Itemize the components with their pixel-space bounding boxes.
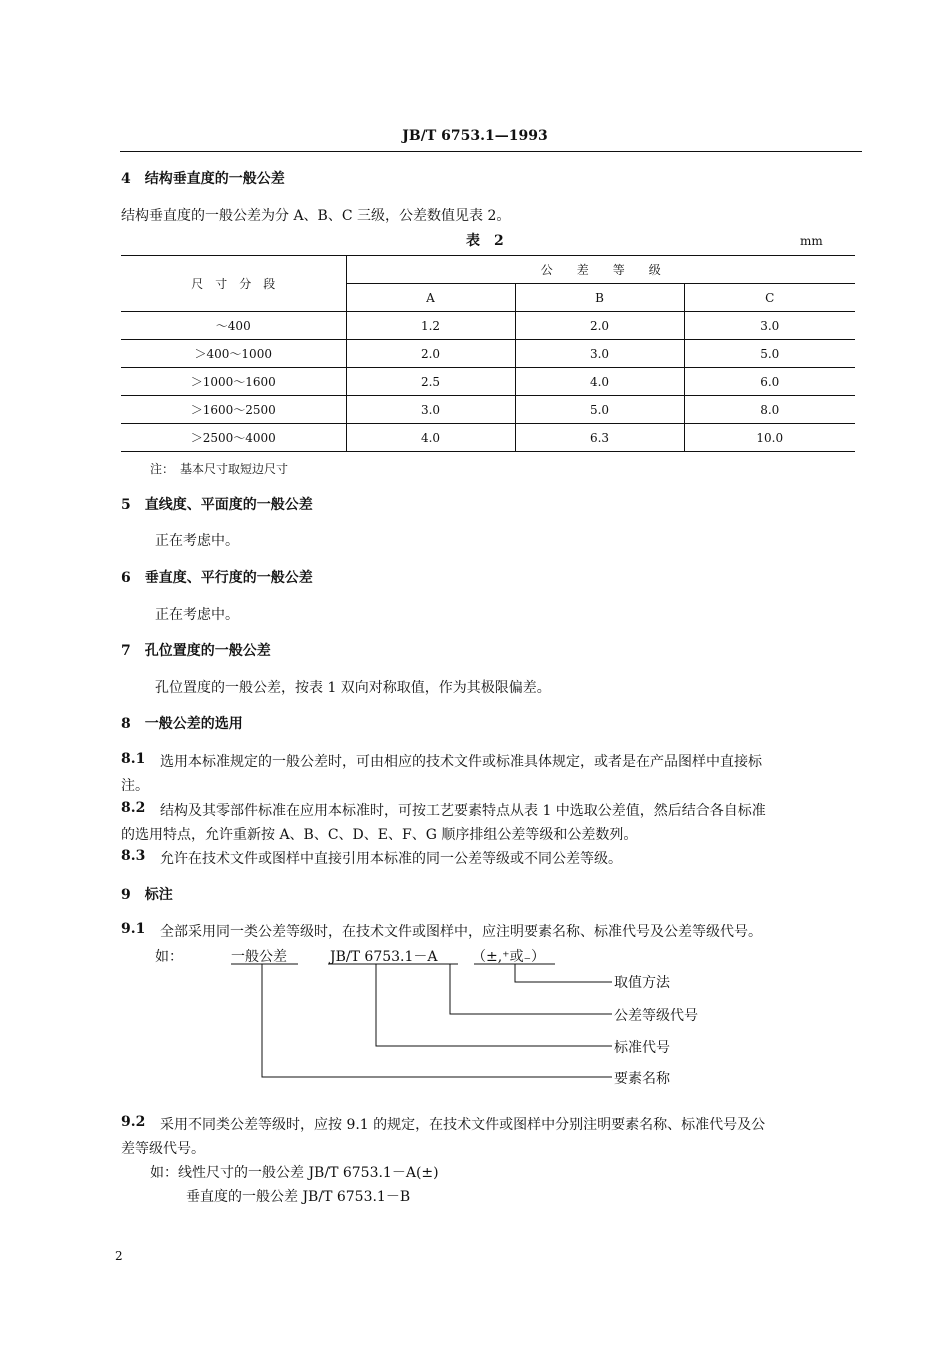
clause-8-3-text: 允许在技术文件或图样中直接引用本标准的同一公差等级或不同公差等级。 bbox=[160, 851, 622, 867]
clause-8-3-number: 8.3 bbox=[121, 848, 146, 864]
clause-9-2-text: 采用不同类公差等级时，应按 9.1 的规定，在技术文件或图样中分别注明要素名称、标准代号及公 bbox=[160, 1117, 766, 1133]
row-b: 5.0 bbox=[515, 396, 684, 424]
row-size: ＞1600～2500 bbox=[121, 396, 346, 424]
row-c: 8.0 bbox=[684, 396, 855, 424]
label-standard-code: 标准代号 bbox=[614, 1040, 670, 1056]
example-value-method: （±,⁺或₋） bbox=[472, 949, 545, 965]
row-a: 4.0 bbox=[346, 424, 515, 452]
section-4-heading: 4 结构垂直度的一般公差 bbox=[121, 171, 285, 187]
row-c: 3.0 bbox=[684, 312, 855, 340]
row-size: ＞400～1000 bbox=[121, 340, 346, 368]
clause-8-2-text: 结构及其零部件标准在应用本标准时，可按工艺要素特点从表 1 中选取公差值，然后结合各自标准 bbox=[160, 803, 766, 819]
row-size: ＞2500～4000 bbox=[121, 424, 346, 452]
row-c: 5.0 bbox=[684, 340, 855, 368]
section-5-paragraph: 正在考虑中。 bbox=[155, 533, 239, 549]
section-9-heading: 9 标注 bbox=[121, 887, 173, 903]
table-header-grade: 公 差 等 级 bbox=[346, 256, 855, 284]
row-b: 3.0 bbox=[515, 340, 684, 368]
clause-9-1-number: 9.1 bbox=[121, 921, 146, 937]
row-b: 2.0 bbox=[515, 312, 684, 340]
clause-9-1-text: 全部采用同一类公差等级时，在技术文件或图样中，应注明要素名称、标准代号及公差等级代号。 bbox=[160, 924, 762, 940]
row-a: 1.2 bbox=[346, 312, 515, 340]
clause-9-2-number: 9.2 bbox=[121, 1114, 146, 1130]
table-2-caption: 表 2 bbox=[466, 233, 504, 249]
row-c: 6.0 bbox=[684, 368, 855, 396]
table-2-unit: mm bbox=[800, 234, 823, 248]
section-6-paragraph: 正在考虑中。 bbox=[155, 607, 239, 623]
row-a: 2.5 bbox=[346, 368, 515, 396]
page-number: 2 bbox=[115, 1249, 123, 1263]
clause-9-2-text-cont: 差等级代号。 bbox=[121, 1141, 205, 1157]
row-a: 3.0 bbox=[346, 396, 515, 424]
label-element-name: 要素名称 bbox=[614, 1071, 670, 1087]
table-col-a: A bbox=[346, 284, 515, 312]
document-header: JB/T 6753.1—1993 bbox=[402, 128, 548, 144]
example-standard-code: JB/T 6753.1－A bbox=[330, 949, 438, 965]
example-2-line-2: 垂直度的一般公差 JB/T 6753.1－B bbox=[186, 1189, 411, 1205]
label-grade-code: 公差等级代号 bbox=[614, 1008, 698, 1024]
section-6-heading: 6 垂直度、平行度的一般公差 bbox=[121, 570, 313, 586]
section-7-paragraph: 孔位置度的一般公差，按表 1 双向对称取值，作为其极限偏差。 bbox=[155, 680, 551, 696]
row-size: ＞1000～1600 bbox=[121, 368, 346, 396]
table-col-c: C bbox=[684, 284, 855, 312]
section-8-heading: 8 一般公差的选用 bbox=[121, 716, 243, 732]
section-4-paragraph: 结构垂直度的一般公差为分 A、B、C 三级，公差数值见表 2。 bbox=[121, 208, 511, 224]
label-value-method: 取值方法 bbox=[614, 975, 670, 991]
row-b: 4.0 bbox=[515, 368, 684, 396]
row-b: 6.3 bbox=[515, 424, 684, 452]
row-a: 2.0 bbox=[346, 340, 515, 368]
clause-8-2-text-cont: 的选用特点，允许重新按 A、B、C、D、E、F、G 顺序排组公差等级和公差数列。 bbox=[121, 827, 638, 843]
table-col-b: B bbox=[515, 284, 684, 312]
table-2-note: 注： 基本尺寸取短边尺寸 bbox=[150, 462, 289, 476]
row-size: ～400 bbox=[121, 312, 346, 340]
section-7-heading: 7 孔位置度的一般公差 bbox=[121, 643, 271, 659]
example-2-line-1: 如：线性尺寸的一般公差 JB/T 6753.1－A(±) bbox=[150, 1165, 439, 1181]
example-prefix: 如： bbox=[155, 949, 183, 965]
example-element-name: 一般公差 bbox=[231, 949, 287, 965]
row-c: 10.0 bbox=[684, 424, 855, 452]
table-header-size: 尺 寸 分 段 bbox=[121, 256, 346, 312]
clause-8-1-text-cont: 注。 bbox=[121, 778, 149, 794]
clause-8-1-text: 选用本标准规定的一般公差时，可由相应的技术文件或标准具体规定，或者是在产品图样中直接标 bbox=[160, 754, 762, 770]
section-5-heading: 5 直线度、平面度的一般公差 bbox=[121, 497, 313, 513]
clause-8-2-number: 8.2 bbox=[121, 800, 146, 816]
clause-8-1-number: 8.1 bbox=[121, 751, 146, 767]
